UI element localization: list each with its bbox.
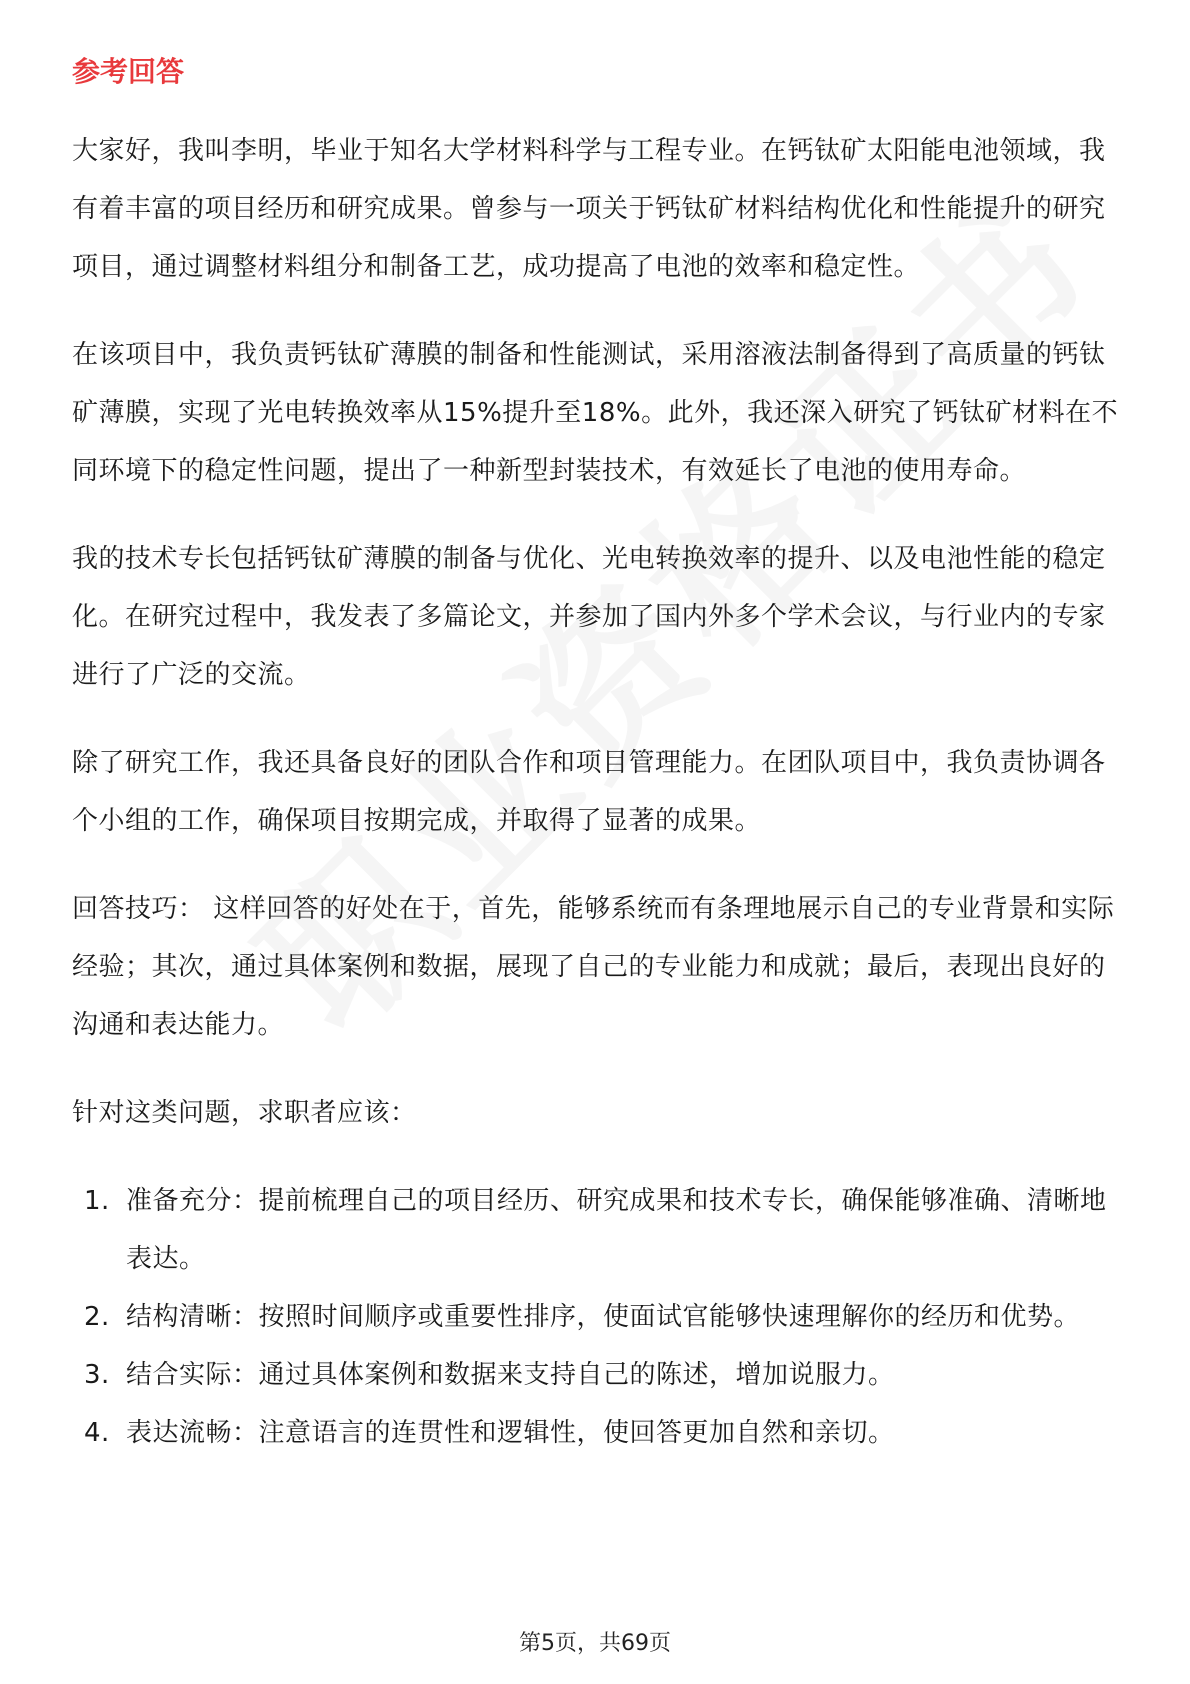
list-text: 结构清晰：按照时间顺序或重要性排序，使面试官能够快速理解你的经历和优势。	[126, 1302, 1081, 1332]
list-number: 1.	[84, 1186, 110, 1216]
list-item	[72, 1288, 1124, 1346]
paragraph-answer-tips: 回答技巧： 这样回答的好处在于，首先，能够系统而有条理地展示自己的专业背景和实际经验；其次，通过具体案例和数据，展现了自己的专业能力和成就；最后，表现出良好的沟通和表达能力。	[72, 894, 1115, 1040]
list-item	[72, 1172, 1124, 1288]
tips-list	[72, 1172, 1124, 1462]
list-number: 2.	[84, 1302, 110, 1332]
list-text: 表达流畅：注意语言的连贯性和逻辑性，使回答更加自然和亲切。	[126, 1418, 895, 1448]
paragraph-teamwork: 除了研究工作，我还具备良好的团队合作和项目管理能力。在团队项目中，我负责协调各个小组的工作，确保项目按期完成，并取得了显著的成果。	[72, 748, 1106, 836]
paragraph-intro: 大家好，我叫李明，毕业于知名大学材料科学与工程专业。在钙钛矿太阳能电池领域，我有着丰富的项目经历和研究成果。曾参与一项关于钙钛矿材料结构优化和性能提升的研究项目，通过调整材料组分和制备工艺，成功提高了电池的效率和稳定性。	[72, 136, 1106, 282]
document-page	[72, 48, 1124, 1462]
list-text: 结合实际：通过具体案例和数据来支持自己的陈述，增加说服力。	[126, 1360, 895, 1390]
paragraph-advice-intro: 针对这类问题，求职者应该：	[72, 1098, 417, 1128]
paragraph-expertise: 我的技术专长包括钙钛矿薄膜的制备与优化、光电转换效率的提升、以及电池性能的稳定化。在研究过程中，我发表了多篇论文，并参加了国内外多个学术会议，与行业内的专家进行了广泛的交流。	[72, 544, 1106, 690]
page-footer: 第5页，共69页	[519, 1631, 671, 1656]
paragraph-project: 在该项目中，我负责钙钛矿薄膜的制备和性能测试，采用溶液法制备得到了高质量的钙钛矿薄膜，实现了光电转换效率从15%提升至18%。此外，我还深入研究了钙钛矿材料在不同环境下的稳定性问题，提出了一种新型封装技术，有效延长了电池的使用寿命。	[72, 340, 1119, 486]
list-item	[72, 1346, 1124, 1404]
list-number: 4.	[84, 1418, 110, 1448]
list-item	[72, 1404, 1124, 1462]
list-number: 3.	[84, 1360, 110, 1390]
list-text: 准备充分：提前梳理自己的项目经历、研究成果和技术专长，确保能够准确、清晰地表达。	[126, 1186, 1107, 1274]
section-title: 参考回答	[72, 55, 185, 88]
